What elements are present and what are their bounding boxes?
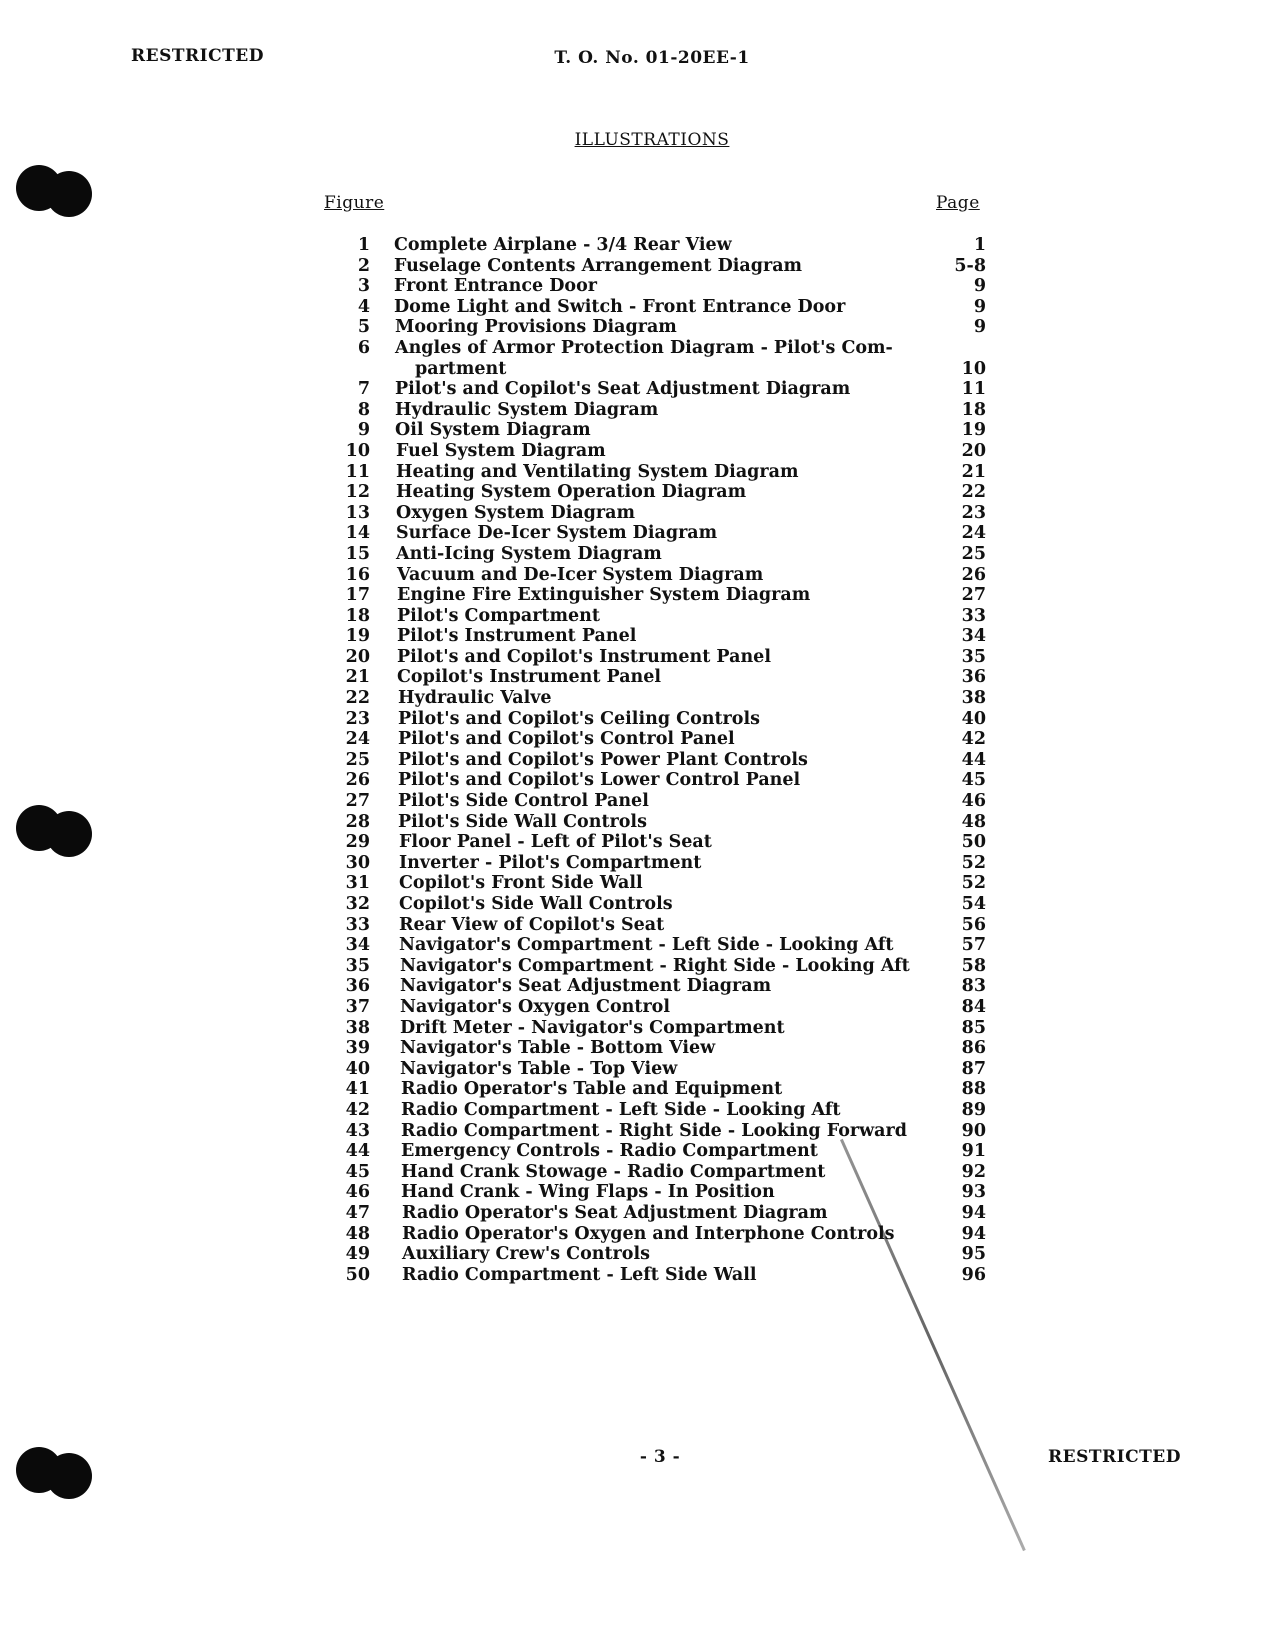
figure-page: 93 (961, 1182, 986, 1203)
list-item (330, 770, 986, 791)
figure-number: 35 (345, 955, 370, 976)
list-item (330, 1265, 986, 1286)
figure-page: 24 (961, 523, 986, 544)
figure-title: Drift Meter - Navigator's Compartment (400, 1017, 785, 1038)
figure-number: 22 (345, 688, 370, 709)
figure-title: Radio Operator's Seat Adjustment Diagram (402, 1202, 828, 1223)
list-item (330, 688, 986, 709)
figure-number: 45 (345, 1161, 370, 1182)
list-item (330, 1121, 986, 1142)
figure-page: 34 (961, 626, 986, 647)
figure-number: 33 (345, 914, 370, 935)
figure-page: 21 (961, 461, 986, 482)
figure-title: Emergency Controls - Radio Compartment (401, 1141, 818, 1162)
figure-title: Radio Compartment - Left Side Wall (402, 1264, 757, 1285)
list-item (330, 1182, 986, 1203)
figure-title: Engine Fire Extinguisher System Diagram (397, 585, 811, 606)
figure-title: Copilot's Instrument Panel (397, 667, 662, 688)
figure-title: Navigator's Compartment - Right Side - Looking Aft (400, 955, 910, 976)
figure-page: 57 (961, 935, 986, 956)
list-item (330, 606, 986, 627)
figure-number: 34 (345, 935, 370, 956)
figure-page: 92 (961, 1161, 986, 1182)
list-item (330, 997, 986, 1018)
figure-page: 19 (961, 420, 986, 441)
binder-hole (16, 1447, 94, 1499)
figure-number: 19 (345, 626, 370, 647)
figure-page: 54 (961, 894, 986, 914)
figure-title: Front Entrance Door (394, 276, 597, 297)
figure-title: Radio Operator's Oxygen and Interphone Controls (402, 1223, 895, 1244)
list-item (330, 667, 986, 688)
figure-title: Hydraulic Valve (398, 688, 552, 709)
figure-title: Hand Crank Stowage - Radio Compartment (401, 1161, 826, 1182)
header-classification: RESTRICTED (131, 46, 264, 66)
figure-page: 88 (961, 1079, 986, 1100)
figure-page: 96 (961, 1264, 986, 1285)
figure-number: 43 (345, 1120, 370, 1141)
figure-title: Pilot's and Copilot's Instrument Panel (397, 646, 771, 667)
list-item (330, 1224, 986, 1245)
footer-classification: RESTRICTED (1048, 1447, 1181, 1467)
figure-title: Oxygen System Diagram (396, 502, 635, 523)
figure-page: 48 (961, 811, 986, 832)
figure-page: 38 (961, 688, 986, 709)
figure-title: Hydraulic System Diagram (395, 399, 659, 420)
list-item (330, 1162, 986, 1183)
figure-title: Anti-Icing System Diagram (396, 543, 662, 564)
figure-number: 7 (357, 379, 370, 400)
figure-title: Angles of Armor Protection Diagram - Pilot's Com- (395, 337, 893, 358)
binder-hole (16, 805, 94, 857)
figure-title: Radio Compartment - Left Side - Looking Aft (401, 1099, 841, 1120)
figure-title: Heating System Operation Diagram (396, 482, 747, 503)
list-item (330, 626, 986, 647)
figure-page: 20 (961, 440, 986, 461)
figure-page: 22 (961, 482, 986, 503)
list-item (330, 420, 986, 441)
figure-page: 94 (961, 1223, 986, 1244)
figure-title: Rear View of Copilot's Seat (399, 914, 665, 935)
list-item (330, 853, 986, 874)
figure-page: 94 (961, 1202, 986, 1223)
figure-page: 27 (961, 585, 986, 606)
figure-page: 90 (961, 1120, 986, 1141)
figure-title: Vacuum and De-Icer System Diagram (397, 564, 764, 585)
figure-number: 47 (345, 1202, 370, 1223)
list-item (330, 359, 986, 380)
list-item (330, 523, 986, 544)
figure-title: Navigator's Compartment - Left Side - Looking Aft (399, 935, 894, 956)
list-item (330, 1038, 986, 1059)
list-item (330, 956, 986, 977)
figure-page: 9 (973, 276, 986, 297)
list-item (330, 915, 986, 936)
figure-page: 52 (961, 873, 986, 894)
figure-title: Fuel System Diagram (396, 440, 606, 461)
figure-title: Navigator's Table - Top View (400, 1058, 678, 1079)
figure-number: 24 (345, 729, 370, 750)
figure-page: 95 (961, 1244, 986, 1265)
list-item (330, 791, 986, 812)
figure-number: 12 (345, 482, 370, 503)
list-item (330, 812, 986, 833)
figure-number: 23 (345, 708, 370, 729)
figure-number: 4 (357, 296, 370, 317)
figure-title: Pilot's and Copilot's Lower Control Panel (398, 770, 801, 791)
figure-number: 32 (345, 894, 370, 914)
list-item (330, 1100, 986, 1121)
list-item (330, 462, 986, 483)
figure-number: 16 (345, 564, 370, 585)
figure-number: 25 (345, 749, 370, 770)
figure-title: partment (415, 358, 507, 379)
figure-title: Pilot's Side Wall Controls (398, 811, 647, 832)
figure-number: 48 (345, 1223, 370, 1244)
figure-page: 1 (973, 235, 986, 255)
figure-page: 42 (961, 729, 986, 750)
figure-page: 5-8 (954, 255, 986, 276)
figure-number: 37 (345, 996, 370, 1017)
figure-number: 50 (345, 1264, 370, 1285)
list-item (330, 441, 986, 462)
figure-number: 38 (345, 1017, 370, 1038)
figure-page: 46 (961, 791, 986, 812)
figure-page: 86 (961, 1038, 986, 1059)
list-item (330, 935, 986, 956)
figure-title: Surface De-Icer System Diagram (396, 523, 718, 544)
list-item (330, 1141, 986, 1162)
figure-title: Heating and Ventilating System Diagram (396, 461, 799, 482)
figure-number: 13 (345, 502, 370, 523)
list-item (330, 256, 986, 277)
figure-number: 28 (345, 811, 370, 832)
list-item (330, 235, 986, 256)
figure-page: 11 (961, 379, 986, 400)
figure-page: 26 (961, 564, 986, 585)
illustrations-list (330, 235, 986, 1285)
figure-page: 35 (961, 646, 986, 667)
figure-number: 6 (357, 337, 370, 358)
figure-title: Pilot's Side Control Panel (398, 791, 649, 812)
list-item (330, 565, 986, 586)
binder-hole (16, 165, 94, 217)
list-item (330, 276, 986, 297)
figure-title: Pilot's and Copilot's Power Plant Controls (398, 749, 808, 770)
figure-title: Auxiliary Crew's Controls (402, 1244, 650, 1265)
figure-title: Dome Light and Switch - Front Entrance Door (394, 296, 846, 317)
list-item (330, 750, 986, 771)
list-item (330, 976, 986, 997)
list-item (330, 317, 986, 338)
figure-page: 58 (961, 955, 986, 976)
figure-title: Inverter - Pilot's Compartment (399, 852, 702, 873)
figure-number: 27 (345, 791, 370, 812)
figure-title: Fuselage Contents Arrangement Diagram (394, 255, 803, 276)
figure-number: 29 (345, 832, 370, 853)
figure-page: 83 (961, 976, 986, 997)
list-item (330, 297, 986, 318)
figure-title: Oil System Diagram (395, 420, 591, 441)
figure-number: 30 (345, 852, 370, 873)
figure-title: Pilot's and Copilot's Seat Adjustment Diagram (395, 379, 851, 400)
list-item (330, 379, 986, 400)
figure-title: Copilot's Side Wall Controls (399, 894, 673, 914)
figure-page: 56 (961, 914, 986, 935)
list-item (330, 873, 986, 894)
figure-number: 41 (345, 1079, 370, 1100)
figure-number: 40 (345, 1058, 370, 1079)
list-item (330, 647, 986, 668)
figure-page: 44 (961, 749, 986, 770)
column-header-figure: Figure (324, 193, 385, 213)
figure-number: 39 (345, 1038, 370, 1059)
list-item (330, 1018, 986, 1039)
figure-title: Pilot's Instrument Panel (397, 626, 637, 647)
figure-number: 15 (345, 543, 370, 564)
list-item (330, 1244, 986, 1265)
figure-title: Mooring Provisions Diagram (395, 317, 677, 338)
figure-title: Pilot's and Copilot's Control Panel (398, 729, 735, 750)
figure-title: Pilot's Compartment (397, 605, 600, 626)
figure-number: 31 (345, 873, 370, 894)
figure-title: Radio Compartment - Right Side - Looking Forward (401, 1120, 907, 1141)
figure-title: Navigator's Table - Bottom View (400, 1038, 716, 1059)
figure-number: 1 (357, 235, 370, 255)
figure-page: 9 (973, 296, 986, 317)
figure-page: 45 (961, 770, 986, 791)
figure-number: 8 (357, 399, 370, 420)
column-header-page: Page (936, 193, 980, 213)
figure-page: 91 (961, 1141, 986, 1162)
figure-page: 85 (961, 1017, 986, 1038)
figure-page: 18 (961, 399, 986, 420)
figure-number: 42 (345, 1099, 370, 1120)
figure-page: 36 (961, 667, 986, 688)
list-item (330, 1079, 986, 1100)
figure-number: 5 (357, 317, 370, 338)
figure-number: 9 (357, 420, 370, 441)
figure-number: 49 (345, 1244, 370, 1265)
figure-page: 84 (961, 996, 986, 1017)
list-item (330, 544, 986, 565)
figure-number: 18 (345, 605, 370, 626)
list-item (330, 482, 986, 503)
figure-number: 36 (345, 976, 370, 997)
figure-title: Navigator's Oxygen Control (400, 996, 670, 1017)
figure-number: 21 (345, 667, 370, 688)
figure-page: 89 (961, 1099, 986, 1120)
figure-number: 14 (345, 523, 370, 544)
figure-title: Pilot's and Copilot's Ceiling Controls (398, 708, 760, 729)
list-item (330, 400, 986, 421)
figure-title: Radio Operator's Table and Equipment (401, 1079, 783, 1100)
figure-title: Floor Panel - Left of Pilot's Seat (399, 832, 712, 853)
figure-page: 50 (961, 832, 986, 853)
figure-page: 9 (973, 317, 986, 338)
figure-number: 2 (357, 255, 370, 276)
list-item (330, 585, 986, 606)
list-item (330, 1203, 986, 1224)
figure-page: 10 (961, 358, 986, 379)
figure-page: 33 (961, 605, 986, 626)
figure-page: 87 (961, 1058, 986, 1079)
figure-page: 40 (961, 708, 986, 729)
figure-page: 25 (961, 543, 986, 564)
figure-title: Hand Crank - Wing Flaps - In Position (401, 1182, 775, 1203)
figure-number: 10 (345, 440, 370, 461)
page-number: - 3 - (639, 1447, 681, 1467)
figure-title: Copilot's Front Side Wall (399, 873, 643, 894)
list-item (330, 1059, 986, 1080)
figure-number: 46 (345, 1182, 370, 1203)
figure-number: 11 (345, 461, 370, 482)
list-item (330, 729, 986, 750)
list-item (330, 894, 986, 915)
list-item (330, 832, 986, 853)
figure-page: 23 (961, 502, 986, 523)
list-item (330, 503, 986, 524)
figure-page: 52 (961, 852, 986, 873)
figure-title: Navigator's Seat Adjustment Diagram (400, 976, 772, 997)
page-title: ILLUSTRATIONS (574, 130, 730, 150)
figure-number: 44 (345, 1141, 370, 1162)
list-item (330, 338, 986, 359)
figure-number: 26 (345, 770, 370, 791)
figure-title: Complete Airplane - 3/4 Rear View (394, 235, 732, 255)
header-document-number: T. O. No. 01-20EE-1 (554, 48, 750, 68)
figure-number: 20 (345, 646, 370, 667)
figure-number: 17 (345, 585, 370, 606)
figure-number: 3 (357, 276, 370, 297)
list-item (330, 709, 986, 730)
